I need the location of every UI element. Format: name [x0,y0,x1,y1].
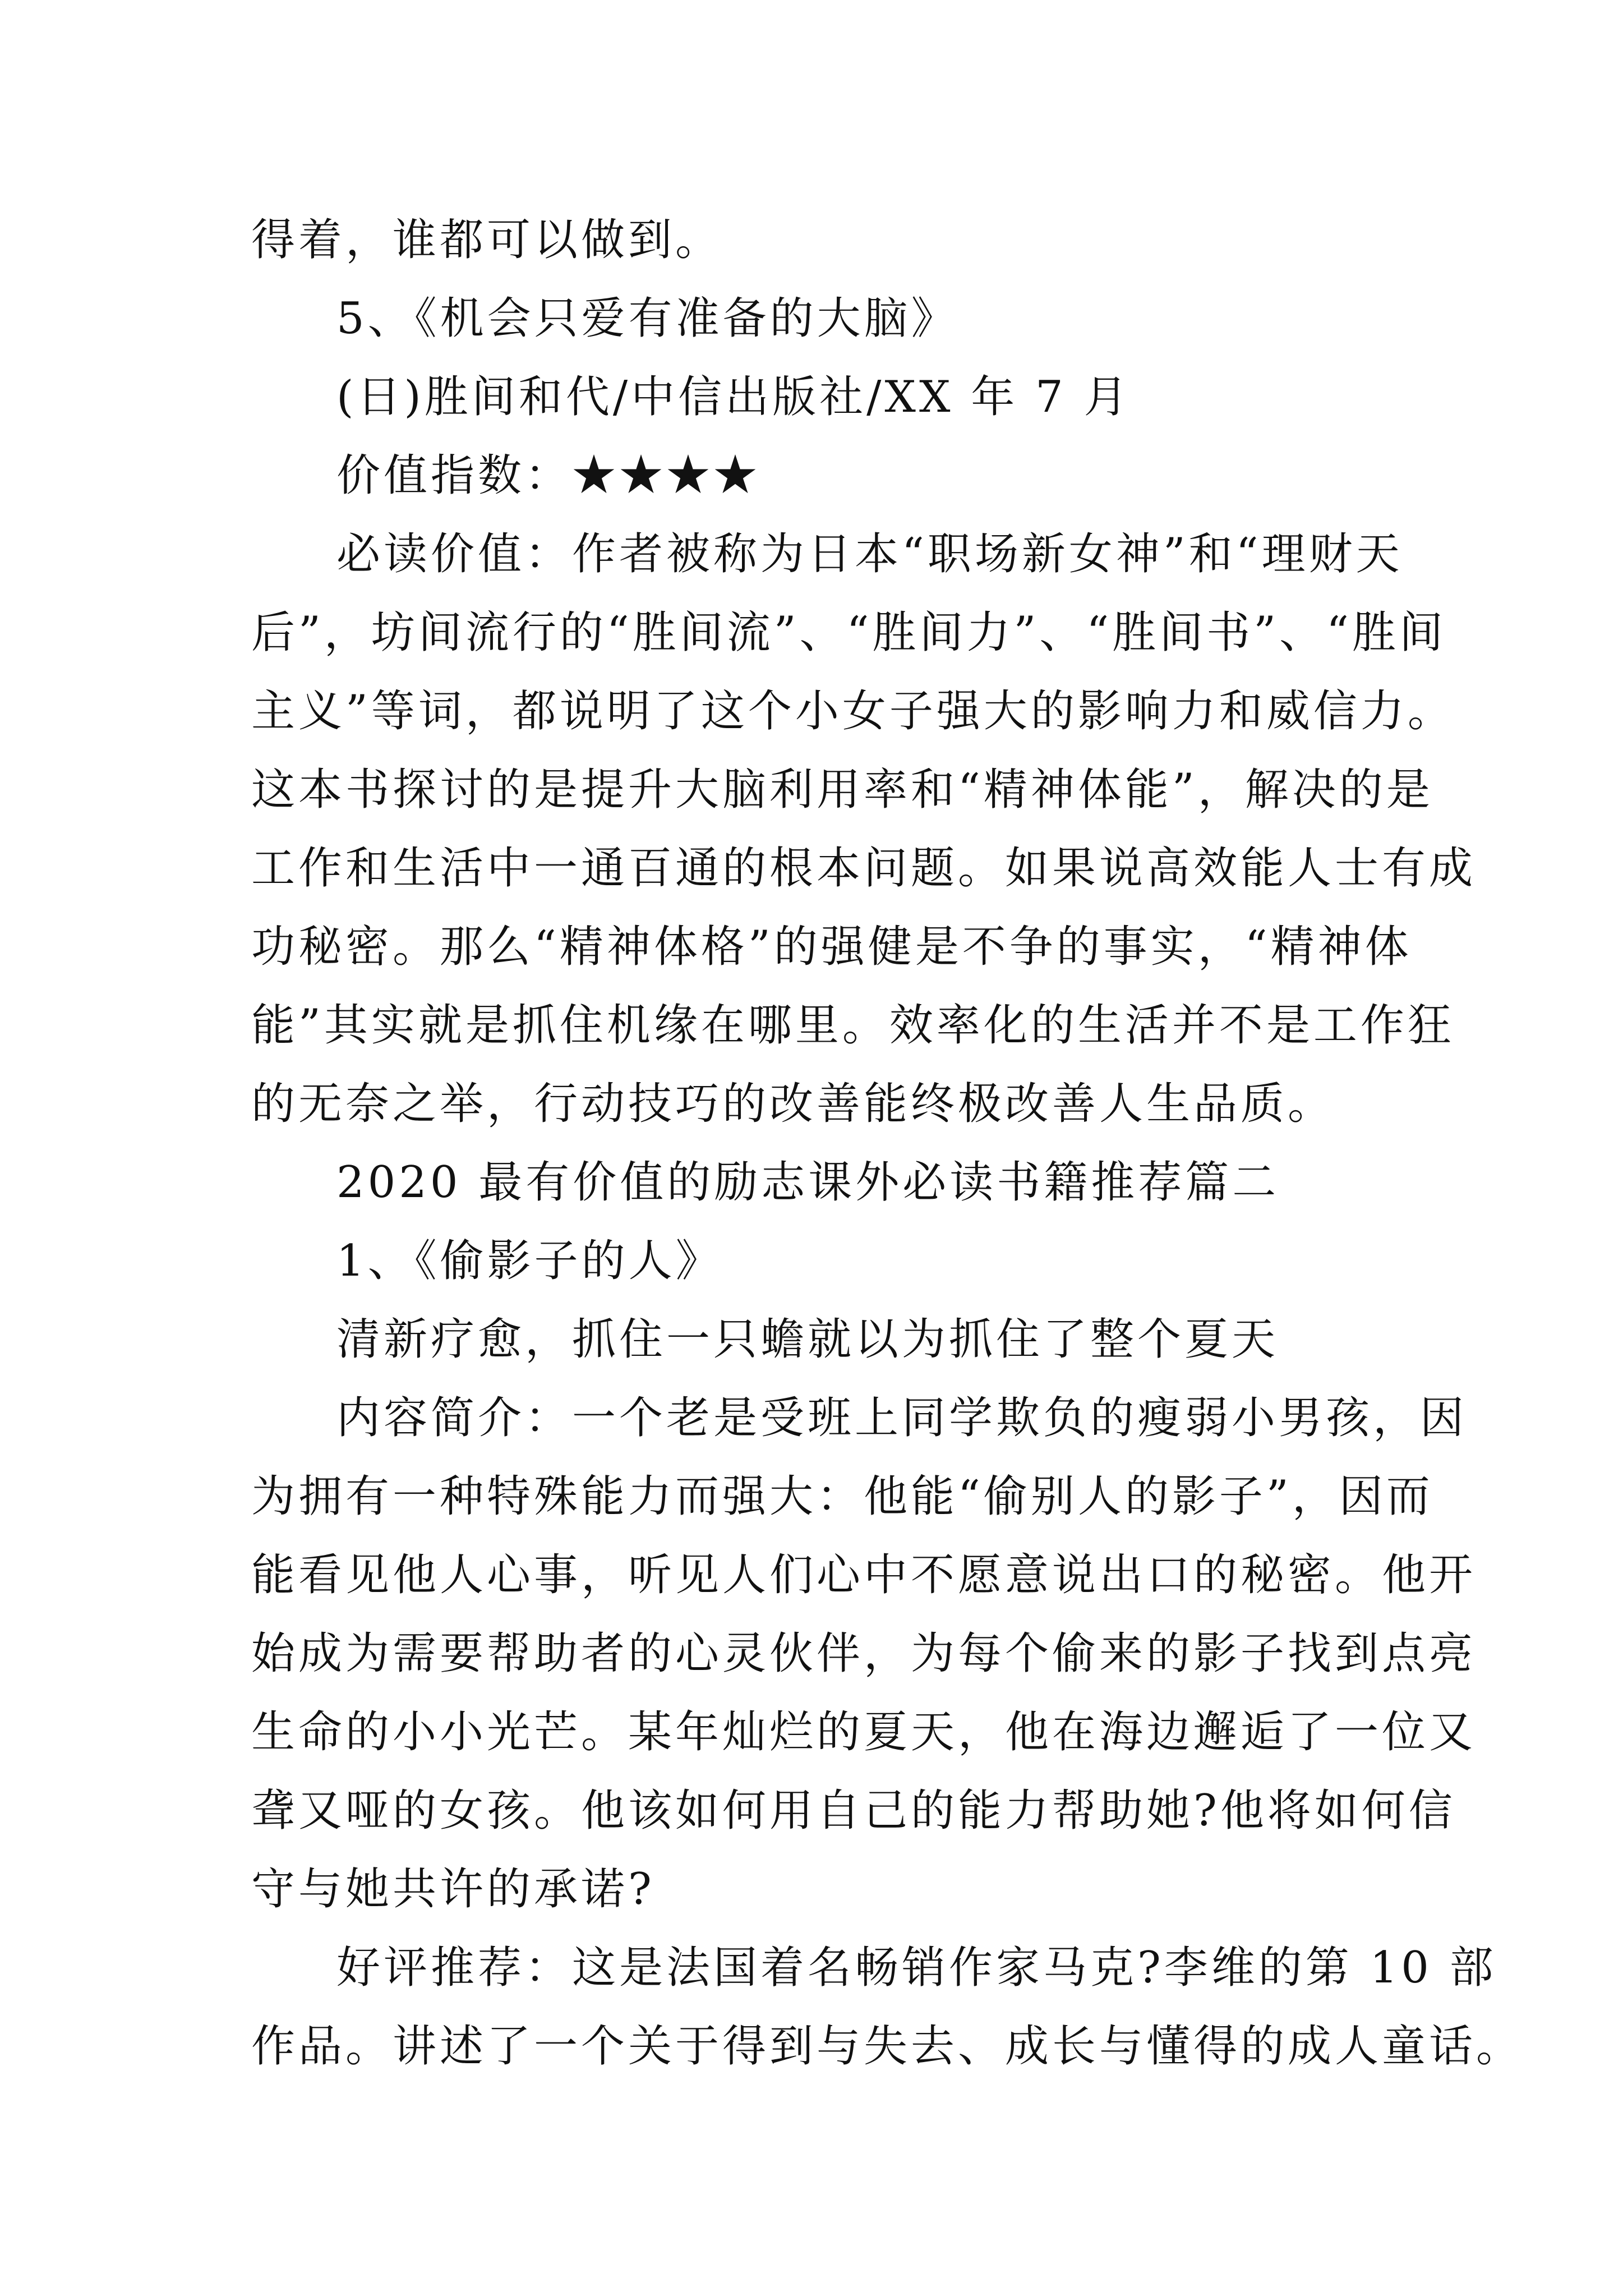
section-heading: 2020 最有价值的励志课外必读书籍推荐篇二 [336,1157,1280,1208]
paragraph-line: 守与她共许的承诺? [251,1864,655,1915]
paragraph-line: 始成为需要帮助者的心灵伙伴，为每个偷来的影子找到点亮 [251,1628,1477,1679]
paragraph-line: 能看见他人心事，听见人们心中不愿意说出口的秘密。他开 [251,1550,1477,1600]
value-rating: 价值指数：★★★★ [336,450,761,501]
paragraph-line: 生命的小小光芒。某年灿烂的夏天，他在海边邂逅了一位又 [251,1707,1477,1757]
paragraph-line: 这本书探讨的是提升大脑利用率和“精神体能”，解决的是 [251,765,1433,815]
paragraph-line: 工作和生活中一通百通的根本问题。如果说高效能人士有成 [251,843,1477,894]
book-title: 5、《机会只爱有准备的大脑》 [336,293,958,344]
paragraph-line: 聋又哑的女孩。他该如何用自己的能力帮助她?他将如何信 [251,1786,1456,1836]
paragraph-line: 内容简介：一个老是受班上同学欺负的瘦弱小男孩，因 [336,1393,1468,1443]
paragraph-line: 必读价值：作者被称为日本“职场新女神”和“理财天 [336,529,1403,579]
paragraph-line: 作品。讲述了一个关于得到与失去、成长与懂得的成人童话。 [251,2021,1524,2072]
paragraph-line: 后”，坊间流行的“胜间流”、“胜间力”、“胜间书”、“胜间 [251,608,1447,658]
paragraph-line: 为拥有一种特殊能力而强大：他能“偷别人的影子”，因而 [251,1471,1433,1522]
paragraph-line: 的无奈之举，行动技巧的改善能终极改善人生品质。 [251,1079,1335,1129]
book-tagline: 清新疗愈，抓住一只蟾就以为抓住了整个夏天 [336,1314,1279,1365]
paragraph-line: 功秘密。那么“精神体格”的强健是不争的事实，“精神体 [251,922,1412,972]
book-title: 1、《偷影子的人》 [336,1236,723,1286]
text-line: 得着，谁都可以做到。 [251,215,723,265]
paragraph-line: 好评推荐：这是法国着名畅销作家马克?李维的第 10 部 [336,1943,1497,1993]
book-publication-info: (日)胜间和代/中信出版社/XX 年 7 月 [336,372,1131,422]
paragraph-line: 主义”等词，都说明了这个小女子强大的影响力和威信力。 [251,686,1455,737]
paragraph-line: 能”其实就是抓住机缘在哪里。效率化的生活并不是工作狂 [251,1000,1455,1051]
